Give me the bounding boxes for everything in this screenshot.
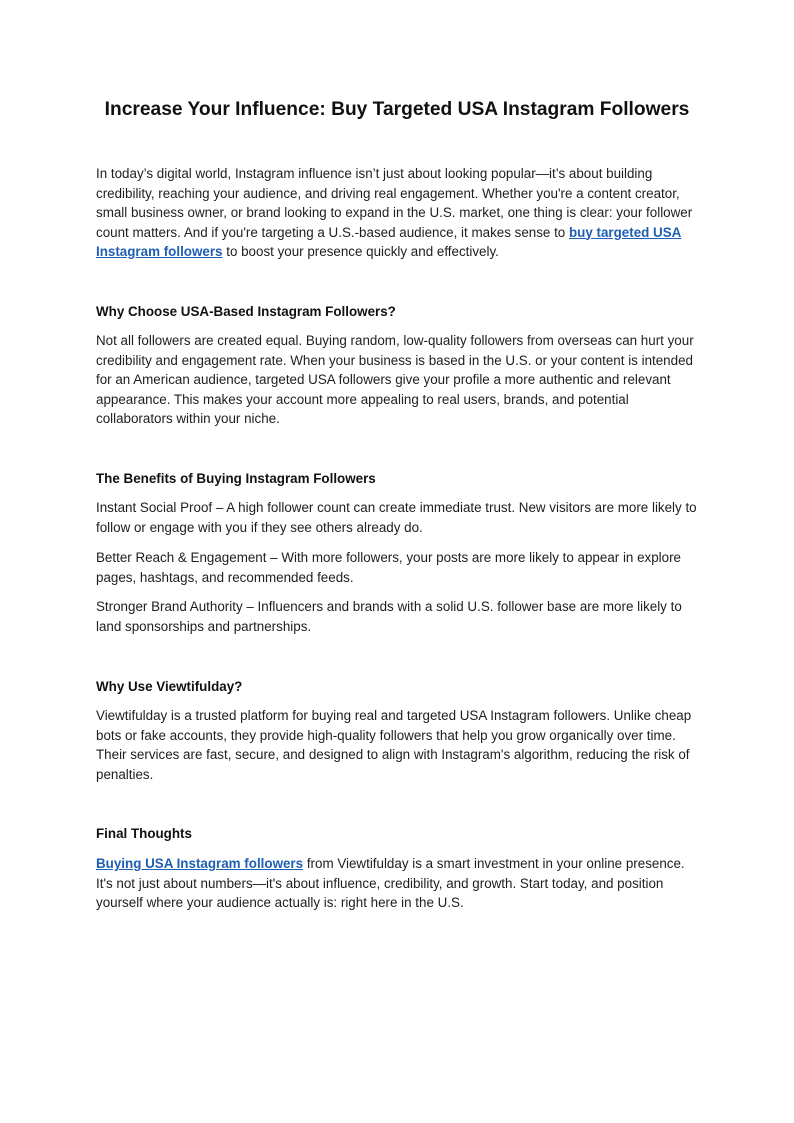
benefit-item: Better Reach & Engagement – With more followers, your posts are more likely to appear in explore pages, hashtags, and recommended feeds. bbox=[96, 550, 682, 585]
viewtifulday-paragraph: Viewtifulday is a trusted platform for buying real and targeted USA Instagram followers. Unlike cheap bots or fake accounts, they provide high-quality followers that help you grow organically over time. Their services are fast, secure, and designed to align with Instagram's algorithm, reducing the risk of penalties. bbox=[96, 708, 692, 782]
section-heading-benefits: The Benefits of Buying Instagram Followers bbox=[96, 471, 376, 486]
page-title: Increase Your Influence: Buy Targeted USA Instagram Followers bbox=[104, 99, 690, 120]
intro-paragraph bbox=[96, 164, 698, 262]
buying-usa-followers-link[interactable]: Buying USA Instagram followers bbox=[96, 856, 304, 871]
final-text-after-link: from Viewtifulday is a smart investment in your online presence. It's not just about numbers—it's about influence, credibility, and growth. Start today, and position yourself where your audience actually is: right here in the U.S. bbox=[96, 856, 685, 910]
intro-text-after-link: to boost your presence quickly and effectively. bbox=[222, 244, 499, 259]
why-usa-paragraph: Not all followers are created equal. Buying random, low-quality followers from overseas can hurt your credibility and engagement rate. When your business is based in the U.S. or your content is intended for an American audience, targeted USA followers give your profile a more authentic and relevant appearance. This makes your account more appealing to real users, brands, and potential collaborators within your niche. bbox=[96, 333, 694, 426]
benefit-item: Stronger Brand Authority – Influencers and brands with a solid U.S. follower base are more likely to land sponsorships and partnerships. bbox=[96, 599, 682, 634]
section-heading-final-thoughts: Final Thoughts bbox=[96, 826, 192, 841]
buy-targeted-followers-link[interactable]: buy targeted USA Instagram followers bbox=[96, 224, 682, 259]
benefit-item: Instant Social Proof – A high follower count can create immediate trust. New visitors are more likely to follow or engage with you if they see others already do. bbox=[96, 500, 697, 535]
final-thoughts-paragraph bbox=[96, 854, 698, 913]
intro-text-before-link: In today’s digital world, Instagram influence isn’t just about looking popular—it’s about building credibility, reaching your audience, and driving real engagement. Whether you're a content creator, small business owner, or brand looking to expand in the U.S. market, one thing is clear: your follower count matters. And if you're targeting a U.S.-based audience, it makes sense to bbox=[96, 166, 693, 240]
section-heading-viewtifulday: Why Use Viewtifulday? bbox=[96, 679, 243, 694]
section-heading-why-usa: Why Choose USA-Based Instagram Followers? bbox=[96, 304, 396, 319]
